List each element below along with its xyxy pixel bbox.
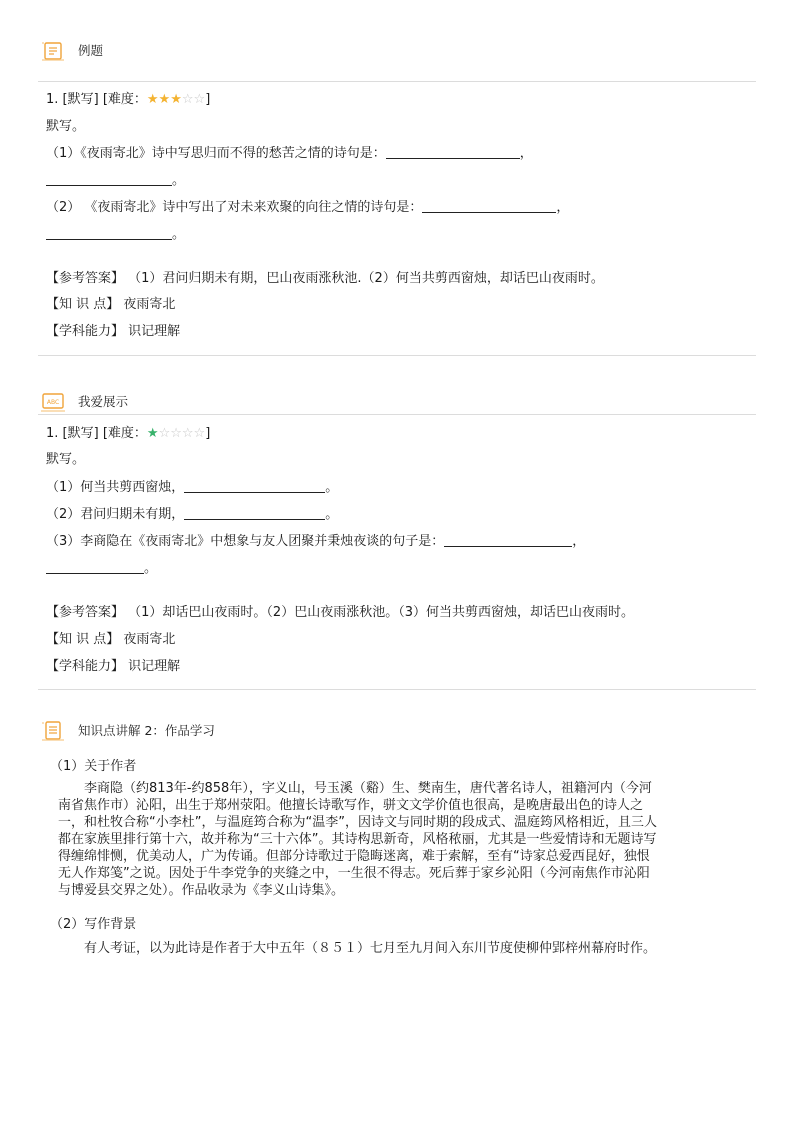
example-icon [41,40,65,62]
paragraph-line: 南省焦作市）沁阳，出生于郑州荥阳。他擅长诗歌写作，骈文文学价值也很高，是晚唐最出色的诗人之 [58,798,644,813]
difficulty-label: [难度： [102,92,147,107]
section-title-showcase: 我爱展示 [78,394,129,409]
punctuation: ， [556,200,570,215]
answer-blank[interactable] [46,226,172,240]
question-text: （3）李商隐在《夜雨寄北》中想象与友人团聚并秉烛夜谈的句子是： [46,534,445,549]
paragraph-line: 与博爱县交界之处）。作品收录为《李义山诗集》。 [58,883,345,898]
author-paragraph [58,780,718,899]
paragraph-line: 李商隐（约813年-约858年），字义山，号玉溪（谿）生、樊南生，唐代著名诗人，祖籍河内（今河 [84,781,652,796]
difficulty-close: ] [205,426,211,441]
question-header [46,425,210,443]
punctuation: 。 [172,227,186,242]
question-text: （2） 《夜雨寄北》诗中写出了对未来欢聚的向往之情的诗句是： [46,200,423,215]
question-line [46,145,533,163]
question-line [46,226,185,244]
section-title-example: 例题 [78,43,104,58]
subject-ability [46,658,180,676]
star-empty-icon: ☆☆ [181,92,206,107]
question-line [46,560,157,578]
answer-label: 【参考答案】 [46,271,125,286]
question-line [46,172,185,190]
star-filled-icon: ★ [146,426,159,441]
question-header [46,91,210,109]
kp-label: 【知 识 点】 [46,632,120,647]
difficulty-label: [难度： [102,426,147,441]
paragraph-line: 得缠绵悱恻，优美动人，广为传诵。但部分诗歌过于隐晦迷离，难于索解，至有“诗家总爱西昆好，独恨 [58,849,650,864]
svg-text:ABC: ABC [46,399,60,406]
paragraph-line: 都在家族里排行第十六，故并称为“三十六体”。其诗构思新奇，风格秾丽，尤其是一些爱情诗和无题诗写 [58,832,657,847]
punctuation: ， [519,146,533,161]
answer-blank[interactable] [422,199,556,213]
question-text: （2）君问归期未有期， [46,507,185,522]
question-line [46,506,338,524]
ability-text: 识记理解 [128,324,181,339]
answer-blank[interactable] [444,533,572,547]
punctuation: ， [572,534,586,549]
subheading-background: （2）写作背景 [50,917,137,932]
subject-ability [46,323,180,341]
star-filled-icon: ★★★ [146,92,182,107]
ability-label: 【学科能力】 [46,324,125,339]
kp-label: 【知 识 点】 [46,297,120,312]
subheading-author: （1）关于作者 [50,759,137,774]
question-text: （1）何当共剪西窗烛， [46,480,185,495]
punctuation: 。 [325,480,339,495]
divider [38,81,756,82]
knowledge-point [46,296,175,314]
notebook-icon [41,720,65,742]
kp-text: 夜雨寄北 [123,297,176,312]
paragraph-line: 无人作郑笺”之说。因处于牛李党争的夹缝之中，一生很不得志。死后葬于家乡沁阳（今河南焦作市沁阳 [58,866,650,881]
kp-text: 夜雨寄北 [123,632,176,647]
difficulty-stars [147,92,205,107]
punctuation: 。 [325,507,339,522]
reference-answer [46,270,604,288]
question-line [46,533,585,551]
background-paragraph: 有人考证，以为此诗是作者于大中五年（８５１）七月至九月间入东川节度使柳仲郢梓州幕府时作。 [84,941,657,956]
answer-label: 【参考答案】 [46,605,125,620]
answer-blank[interactable] [184,506,325,520]
divider [38,355,756,356]
difficulty-stars [147,426,205,441]
knowledge-point [46,631,175,649]
answer-blank[interactable] [46,172,172,186]
answer-text: （1）君问归期未有期，巴山夜雨涨秋池.（2）何当共剪西窗烛，却话巴山夜雨时。 [128,271,604,286]
ability-label: 【学科能力】 [46,659,125,674]
answer-text: （1）却话巴山夜雨时。（2）巴山夜雨涨秋池。（3）何当共剪西窗烛，却话巴山夜雨时。 [128,605,634,620]
question-line [46,479,338,497]
star-empty-icon: ☆☆☆☆ [158,426,206,441]
ability-text: 识记理解 [128,659,181,674]
question-line [46,199,569,217]
answer-blank[interactable] [46,560,144,574]
divider [38,689,756,690]
showcase-icon [41,390,65,412]
punctuation: 。 [144,561,158,576]
question-label: 1. [默写] [46,426,99,441]
difficulty-close: ] [205,92,211,107]
answer-blank[interactable] [386,145,520,159]
section-title-knowledge: 知识点讲解 2：作品学习 [78,723,215,738]
question-text: （1）《夜雨寄北》诗中写思归而不得的愁苦之情的诗句是： [46,146,386,161]
question-prompt: 默写。 [46,119,86,134]
question-label: 1. [默写] [46,92,99,107]
punctuation: 。 [172,173,186,188]
question-prompt: 默写。 [46,452,86,467]
divider [38,414,756,415]
paragraph-line: 一，和杜牧合称“小李杜”，与温庭筠合称为“温李”，因诗文与同时期的段成式、温庭筠风格相近，且三人 [58,815,657,830]
answer-blank[interactable] [184,479,325,493]
reference-answer [46,604,634,622]
